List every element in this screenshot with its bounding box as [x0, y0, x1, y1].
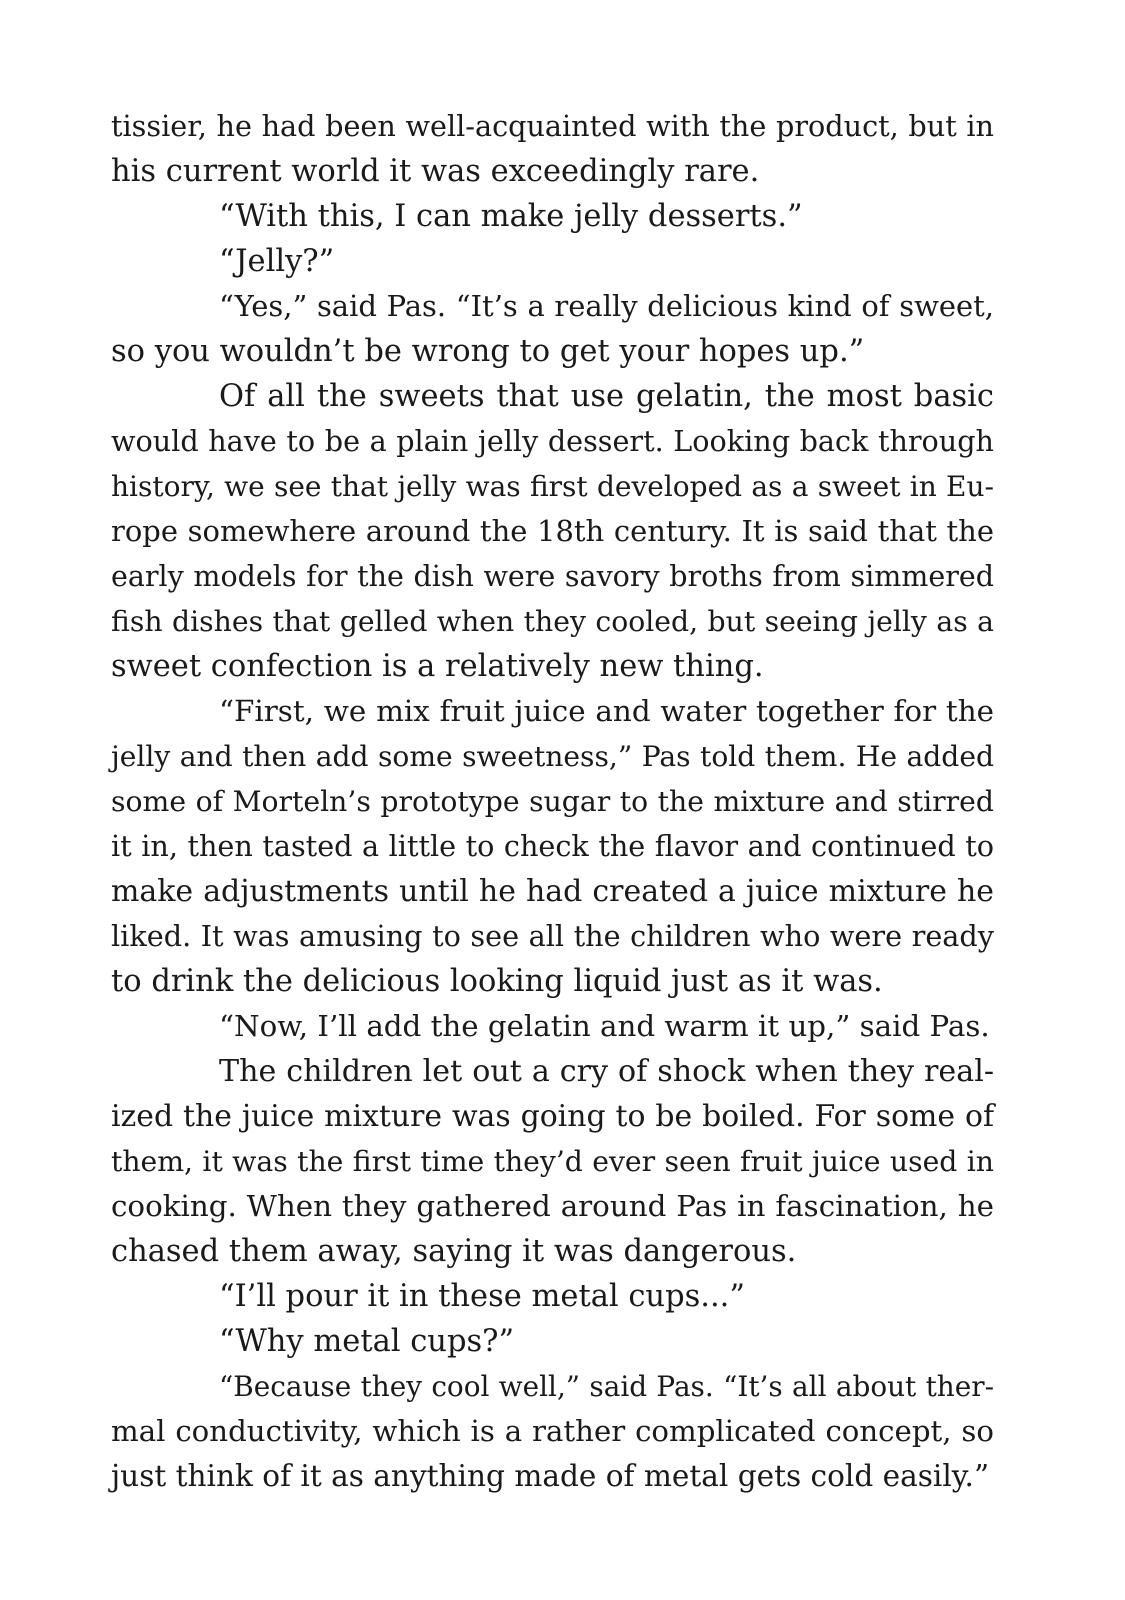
- text-line: “With this, I can make jelly desserts.”: [219, 199, 803, 234]
- text-line: make adjustments until he had created a juice mixture he: [111, 874, 994, 909]
- text-line: would have to be a plain jelly dessert. Looking back through: [111, 424, 994, 458]
- text-line: liked. It was amusing to see all the children who were ready: [111, 919, 994, 953]
- text-line: chased them away, saying it was dangerous.: [111, 1234, 797, 1269]
- text-line: “Now, I’ll add the gelatin and warm it up,” said Pas.: [219, 1009, 990, 1043]
- text-line: Of all the sweets that use gelatin, the most basic: [219, 379, 994, 414]
- text-line: “Yes,” said Pas. “It’s a really delicious kind of sweet,: [219, 289, 994, 323]
- text-line: some of Morteln’s prototype sugar to the mixture and stirred: [111, 785, 994, 818]
- text-line: “Jelly?”: [219, 244, 335, 279]
- text-line: “First, we mix fruit juice and water together for the: [219, 694, 994, 728]
- text-line: to drink the delicious looking liquid just as it was.: [111, 964, 883, 999]
- text-line: them, it was the first time they’d ever seen fruit juice used in: [111, 1145, 994, 1178]
- text-line: just think of it as anything made of metal gets cold easily.”: [111, 1459, 990, 1493]
- text-line: history, we see that jelly was first developed as a sweet in Eu-: [111, 470, 994, 503]
- text-line: rope somewhere around the 18th century. It is said that the: [111, 514, 994, 548]
- body-text: [111, 104, 994, 1499]
- text-line: fish dishes that gelled when they cooled, but seeing jelly as a: [111, 605, 994, 638]
- text-line: “I’ll pour it in these metal cups...”: [219, 1279, 745, 1314]
- text-line: The children let out a cry of shock when they real-: [219, 1054, 994, 1089]
- text-line: so you wouldn’t be wrong to get your hopes up.”: [111, 334, 865, 369]
- text-line: cooking. When they gathered around Pas in fascination, he: [111, 1189, 994, 1223]
- text-line: early models for the dish were savory broths from simmered: [111, 560, 994, 593]
- text-line: tissier, he had been well-acquainted with the product, but in: [111, 109, 994, 143]
- text-line: jelly and then add some sweetness,” Pas told them. He added: [111, 740, 994, 773]
- text-line: sweet confection is a relatively new thing.: [111, 649, 764, 684]
- text-line: his current world it was exceedingly rare.: [111, 154, 760, 189]
- text-line: ized the juice mixture was going to be boiled. For some of: [111, 1099, 994, 1134]
- text-line: it in, then tasted a little to check the flavor and continued to: [111, 829, 994, 863]
- text-line: “Because they cool well,” said Pas. “It’s all about ther-: [219, 1370, 994, 1403]
- text-line: mal conductivity, which is a rather complicated concept, so: [111, 1414, 994, 1448]
- text-line: “Why metal cups?”: [219, 1324, 515, 1359]
